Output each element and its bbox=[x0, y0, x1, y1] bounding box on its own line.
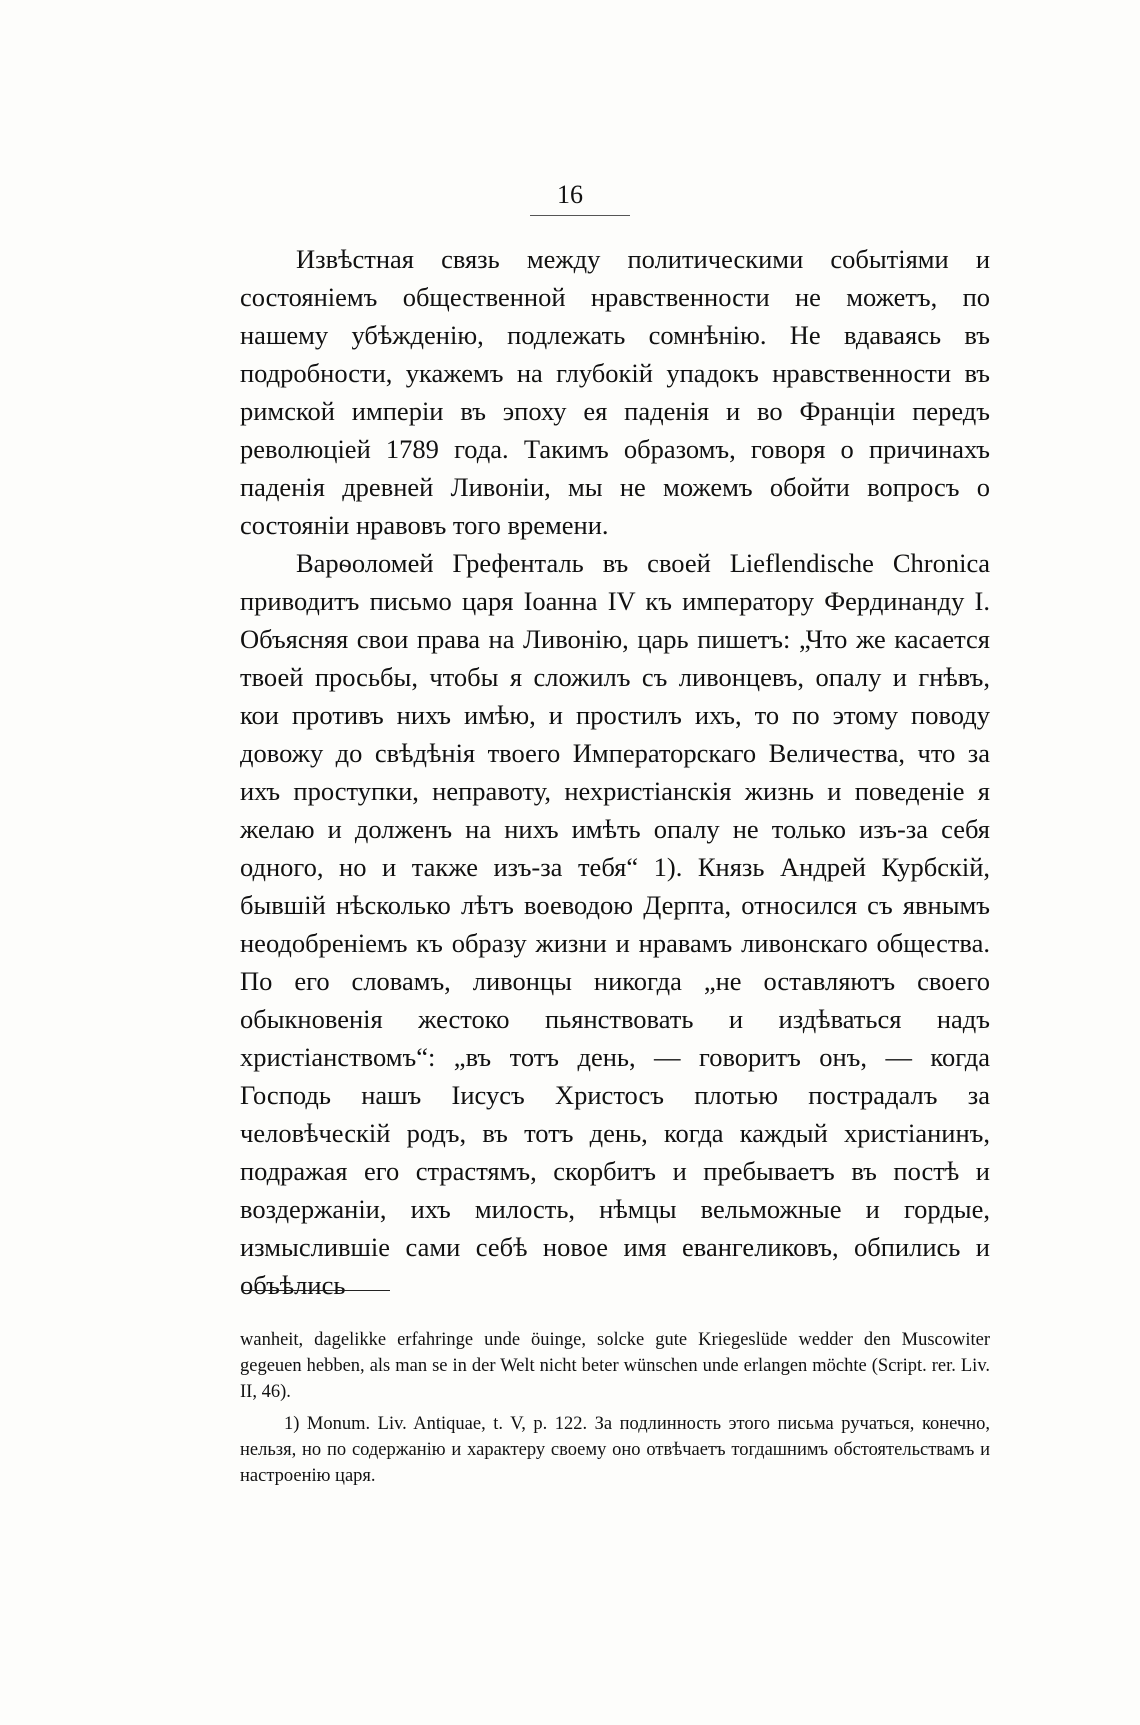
paragraph-1: Извѣстная связь между политическими событіями и состояніемъ общественной нравственности не можетъ, по нашему убѣжденію, подлежать сомнѣнію. Не вдаваясь въ подробности, укажемъ на глубокій упадокъ нравственности въ римской имперіи въ эпоху ея паденія и во Франціи передъ революціей 1789 года. Такимъ образомъ, говоря о причинахъ паденія древней Ливоніи, мы не можемъ обойти вопросъ о состояніи нравовъ того времени. bbox=[240, 244, 990, 540]
footnote-continuation: wanheit, dagelikke erfahringe unde öuinge, solcke gute Kriegeslüde wedder den Muscowiter gegeuen hebben, als man se in der Welt nicht beter wünschen unde erlangen möchte (Script. rer. Liv. II, 46). bbox=[240, 1330, 990, 1402]
page-number-underline bbox=[530, 215, 630, 216]
main-text bbox=[240, 240, 990, 1304]
footnote-1: 1) Monum. Liv. Antiquae, t. V, p. 122. За подлинность этого письма ручаться, конечно, нельзя, но по содержанію и характеру своему оно отвѣчаетъ тогдашнимъ обстоятельствамъ и настроенію царя. bbox=[240, 1414, 990, 1486]
page-number: 16 bbox=[557, 180, 583, 209]
footnotes bbox=[240, 1327, 990, 1489]
paragraph-2: Варѳоломей Грефенталь въ своей Lieflendische Chronica приводитъ письмо царя Іоанна IV къ императору Фердинанду I. Объясняя свои права на Ливонію, царь пишетъ: „Что же касается твоей просьбы, чтобы я сложилъ съ ливонцевъ, опалу и гнѣвъ, кои противъ нихъ имѣю, и простилъ ихъ, то по этому поводу довожу до свѣдѣнія твоего Императорскаго Величества, что за ихъ проступки, неправоту, нехристіанскія жизнь и поведеніе я желаю и долженъ на нихъ имѣть опалу не только изъ-за себя одного, но и также изъ-за тебя“ 1). Князь Андрей Курбскій, бывшій нѣсколько лѣтъ воеводою Дерпта, относился съ явнымъ неодобреніемъ къ образу жизни и нравамъ ливонскаго общества. По его словамъ, ливонцы никогда „не оставляютъ своего обыкновенія жестоко пьянствовать и издѣваться надъ христіанствомъ“: „въ тотъ день, — говоритъ онъ, — когда Господь нашъ Іисусъ Христосъ плотью пострадалъ за человѣческій родъ, въ тотъ день, когда каждый христіанинъ, подражая его страстямъ, скорбитъ и пребываетъ въ постѣ и воздержаніи, ихъ милость, нѣмцы вельможные и гордые, измыслившіе сами себѣ новое имя евангеликовъ, обпились и объѣлись bbox=[240, 548, 990, 1300]
footnote-separator bbox=[242, 1290, 390, 1291]
